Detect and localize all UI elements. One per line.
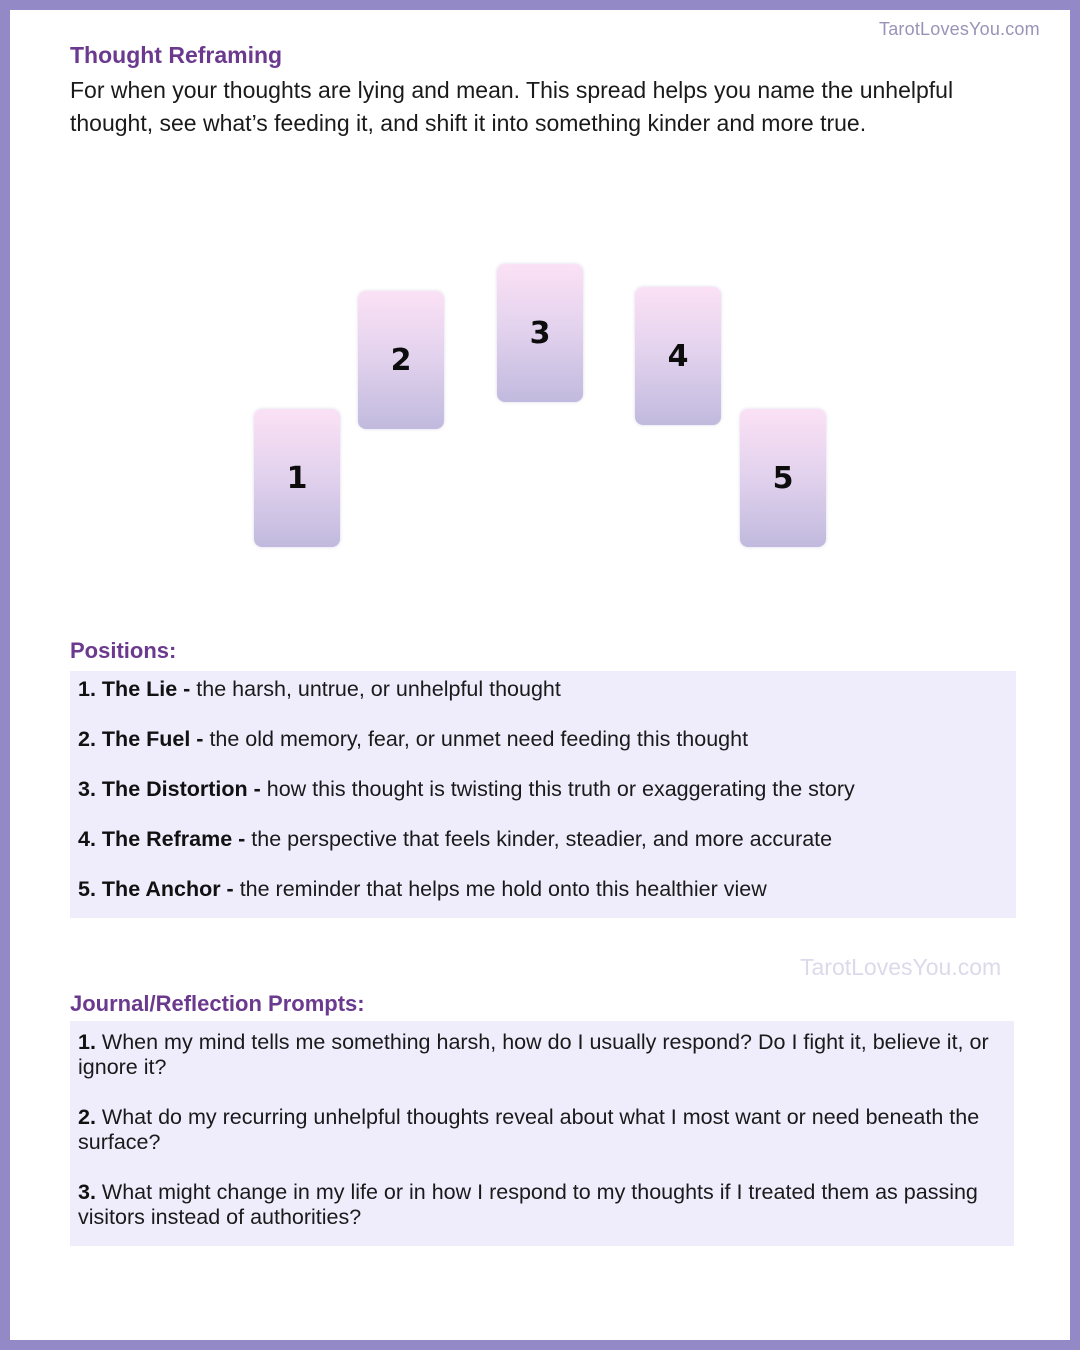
- position-number: 3.: [78, 777, 96, 801]
- prompt-number: 3.: [78, 1180, 96, 1204]
- position-sep: -: [177, 677, 197, 701]
- position-item: [78, 727, 748, 752]
- card-2: [358, 291, 444, 429]
- position-name: The Distortion: [101, 777, 248, 801]
- watermark-mid: TarotLovesYou.com: [800, 954, 1002, 980]
- position-number: 1.: [78, 677, 96, 701]
- prompts-heading: Journal/Reflection Prompts:: [70, 991, 365, 1016]
- card-4: [635, 287, 721, 425]
- position-desc: the old memory, fear, or unmet need feeding this thought: [209, 727, 749, 751]
- position-sep: -: [232, 827, 252, 851]
- position-number: 2.: [78, 727, 96, 751]
- card-number: 1: [286, 460, 308, 496]
- spread-page: [10, 10, 1070, 1340]
- prompt-number: 1.: [78, 1030, 96, 1054]
- position-desc: the harsh, untrue, or unhelpful thought: [196, 677, 561, 701]
- prompts-list: [70, 1021, 1014, 1246]
- watermark-top: TarotLovesYou.com: [879, 19, 1040, 39]
- position-item: [78, 677, 561, 702]
- position-name: The Lie: [101, 677, 178, 701]
- position-name: The Fuel: [101, 727, 191, 751]
- prompt-number: 2.: [78, 1105, 96, 1129]
- position-number: 4.: [78, 827, 96, 851]
- position-sep: -: [190, 727, 210, 751]
- position-sep: -: [247, 777, 267, 801]
- intro-text: For when your thoughts are lying and mean. This spread helps you name the unhelpful thought, see what’s feeding it, and shift it into something kinder and more true.: [70, 77, 954, 136]
- card-number: 3: [529, 315, 551, 351]
- prompt-item: [78, 1105, 1008, 1155]
- prompt-text: What do my recurring unhelpful thoughts reveal about what I most want or need beneath the surface?: [78, 1105, 980, 1154]
- prompt-item: [78, 1030, 1008, 1080]
- prompt-item: [78, 1180, 1008, 1230]
- card-1: [254, 409, 340, 547]
- position-item: [78, 877, 767, 902]
- position-name: The Reframe: [101, 827, 233, 851]
- card-3: [497, 264, 583, 402]
- position-name: The Anchor: [101, 877, 221, 901]
- card-number: 2: [390, 342, 412, 378]
- position-number: 5.: [78, 877, 96, 901]
- card-number: 4: [667, 338, 689, 374]
- position-item: [78, 777, 855, 802]
- prompt-text: When my mind tells me something harsh, how do I usually respond? Do I fight it, believe it, or ignore it?: [78, 1030, 989, 1079]
- position-sep: -: [220, 877, 240, 901]
- prompt-text: What might change in my life or in how I respond to my thoughts if I treated them as passing visitors instead of authorities?: [78, 1180, 978, 1229]
- position-item: [78, 827, 832, 852]
- positions-heading: Positions:: [70, 638, 177, 663]
- position-desc: the reminder that helps me hold onto this healthier view: [239, 877, 767, 901]
- card-number: 5: [772, 460, 794, 496]
- position-desc: the perspective that feels kinder, steadier, and more accurate: [251, 827, 833, 851]
- positions-list: [70, 671, 1016, 918]
- page-title: Thought Reframing: [70, 42, 283, 68]
- card-5: [740, 409, 826, 547]
- position-desc: how this thought is twisting this truth or exaggerating the story: [266, 777, 855, 801]
